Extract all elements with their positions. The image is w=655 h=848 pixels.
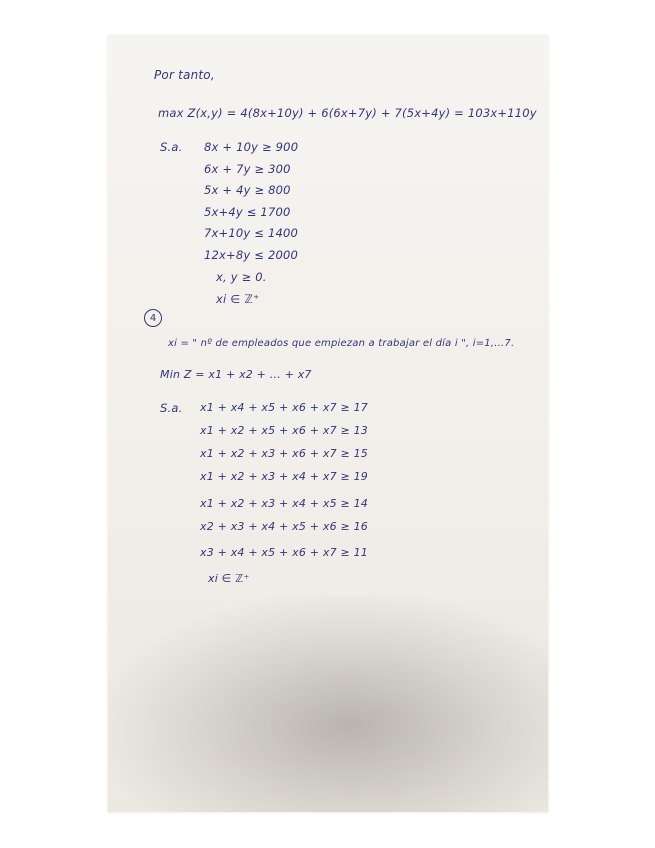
constraint-1-8: xi ∈ ℤ⁺	[216, 292, 260, 306]
constraint-2-5: x1 + x2 + x3 + x4 + x5 ≥ 14	[200, 497, 368, 510]
constraint-2-3: x1 + x2 + x3 + x6 + x7 ≥ 15	[200, 447, 368, 460]
problem-number: 4	[144, 309, 162, 327]
constraint-1-7: x, y ≥ 0.	[216, 270, 267, 284]
constraint-1-6: 12x+8y ≤ 2000	[204, 248, 299, 262]
constraint-1-4: 5x+4y ≤ 1700	[204, 205, 291, 219]
constraint-2-4: x1 + x2 + x3 + x4 + x7 ≥ 19	[200, 470, 368, 483]
constraint-2-1: x1 + x4 + x5 + x6 + x7 ≥ 17	[200, 401, 368, 414]
photo-shadow	[108, 596, 548, 812]
constraint-2-6: x2 + x3 + x4 + x5 + x6 ≥ 16	[200, 520, 368, 533]
constraint-2-7: x3 + x4 + x5 + x6 + x7 ≥ 11	[200, 546, 368, 559]
constraint-1-2: 6x + 7y ≥ 300	[204, 162, 291, 176]
constraint-2-8: xi ∈ ℤ⁺	[208, 572, 250, 585]
constraint-2-2: x1 + x2 + x5 + x6 + x7 ≥ 13	[200, 424, 368, 437]
subject-to-label-1: S.a.	[160, 140, 183, 154]
variable-definition: xi = " nº de empleados que empiezan a trabajar el día i ", i=1,...7.	[168, 338, 515, 349]
objective-function-1: max Z(x,y) = 4(8x+10y) + 6(6x+7y) + 7(5x+4y) = 103x+110y	[158, 106, 537, 120]
constraint-1-3: 5x + 4y ≥ 800	[204, 183, 291, 197]
notebook-page	[108, 36, 548, 812]
section-intro: Por tanto,	[154, 68, 215, 82]
subject-to-label-2: S.a.	[160, 401, 183, 415]
objective-function-2: Min Z = x1 + x2 + ... + x7	[160, 368, 312, 381]
constraint-1-5: 7x+10y ≤ 1400	[204, 226, 299, 240]
constraint-1-1: 8x + 10y ≥ 900	[204, 140, 299, 154]
